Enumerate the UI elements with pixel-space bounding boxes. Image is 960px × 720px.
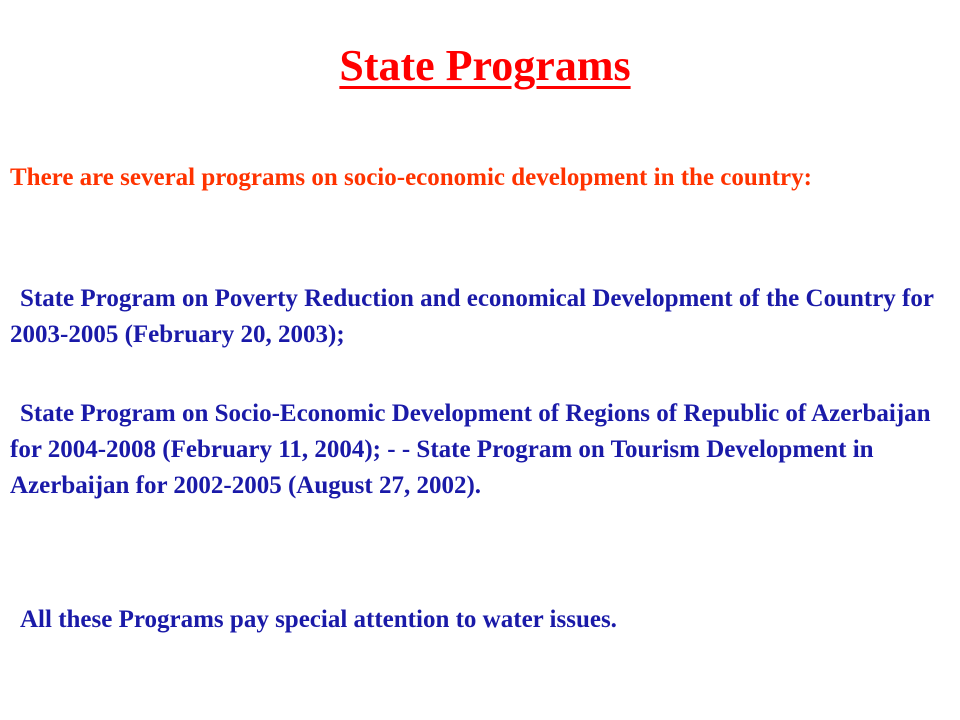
- closing-statement: [10, 602, 940, 638]
- closing-text: All these Programs pay special attention to water issues.: [20, 606, 617, 633]
- program-text: State Program on Poverty Reduction and economical Development of the Country for 2003-2005 (February 20, 2003);: [10, 285, 934, 348]
- intro-text: There are several programs on socio-economic development in the country:: [10, 164, 812, 191]
- program-text: State Program on Socio-Economic Development of Regions of Republic of Azerbaijan for 2004-2008 (February 11, 2004); - - State Program on Tourism Development in Azerbaijan for 2002-2005 (August 27, 2002).: [10, 400, 931, 499]
- program-item-regions-tourism: [10, 396, 940, 504]
- program-item-poverty-reduction: [10, 281, 940, 353]
- slide-title: State Programs: [339, 41, 631, 90]
